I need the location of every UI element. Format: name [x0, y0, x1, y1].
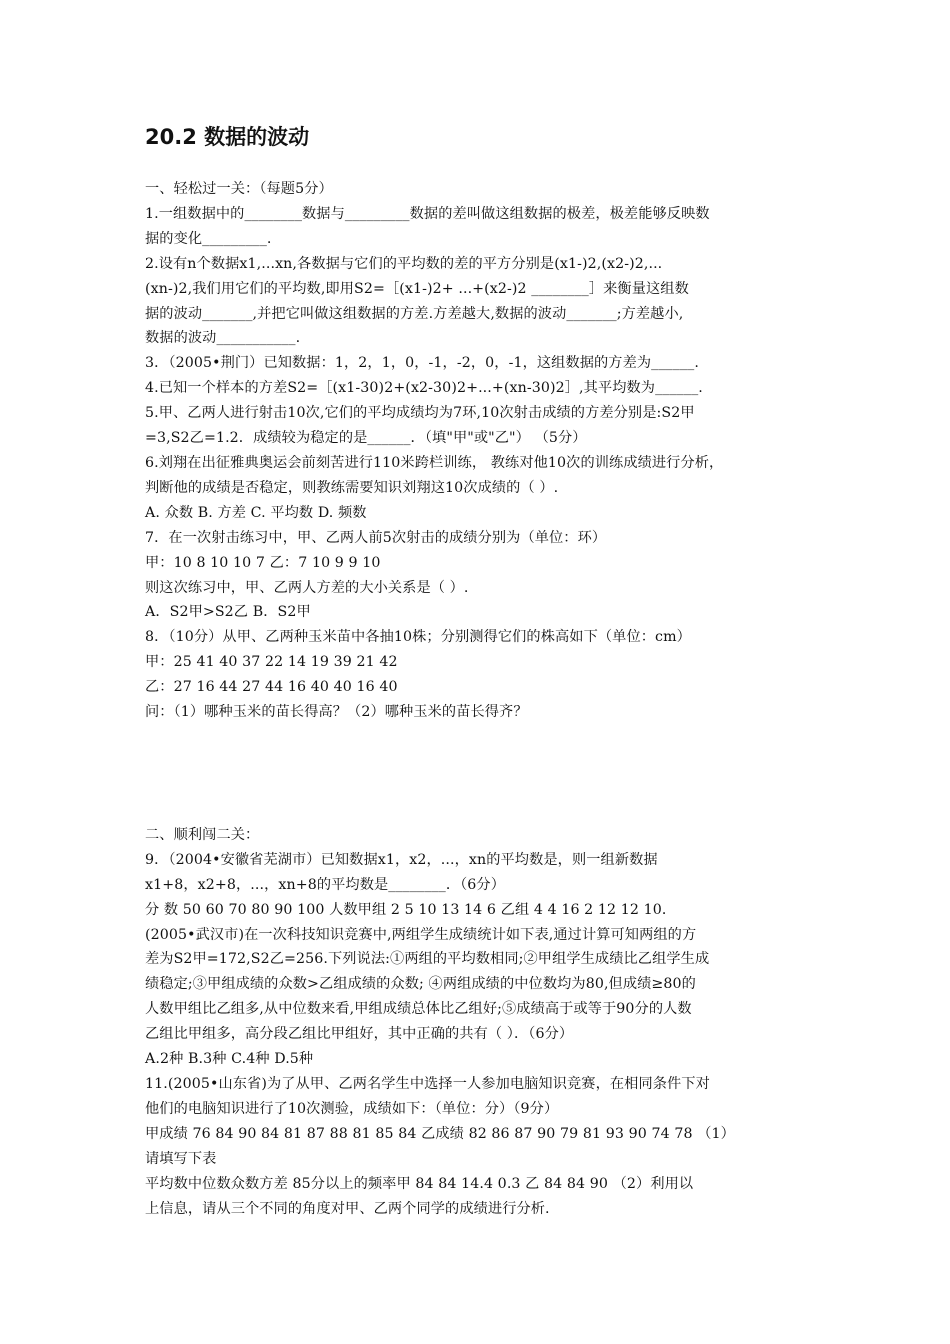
q7-options: A．S2甲>S2乙 B．S2甲	[145, 604, 311, 621]
q6-options: A. 众数 B. 方差 C. 平均数 D. 频数	[145, 504, 367, 521]
q2-line-2: (xn-)2,我们用它们的平均数,即用S2=［(x1-)2+ ...+(x2-)2 ________］来衡量这组数	[145, 280, 689, 297]
q9-line-2: x1+8，x2+8，...，xn+8的平均数是________．（6分）	[145, 876, 505, 893]
q7-line-1: 7．在一次射击练习中，甲、乙两人前5次射击的成绩分别为（单位：环）	[145, 529, 607, 546]
q5-line-2: =3,S2乙=1.2．成绩较为稳定的是______．（填"甲"或"乙"） （5分）	[145, 430, 587, 447]
q6-line-1: 6.刘翔在出征雅典奥运会前刻苦进行110米跨栏训练， 教练对他10次的训练成绩进行分析，	[145, 454, 724, 471]
q10-line-5: 人数甲组比乙组多,从中位数来看,甲组成绩总体比乙组好;⑤成绩高于或等于90分的人数	[145, 1001, 692, 1018]
section-2-heading: 二、顺利闯二关：	[145, 826, 260, 843]
q10-line-2: (2005•武汉市)在一次科技知识竞赛中,两组学生成绩统计如下表,通过计算可知两组的方	[145, 926, 697, 943]
q5-line-1: 5.甲、乙两人进行射击10次,它们的平均成绩均为7环,10次射击成绩的方差分别是:S2甲	[145, 405, 695, 422]
q2-line-3: 据的波动_______,并把它叫做这组数据的方差.方差越大,数据的波动_______;方差越小,	[145, 305, 684, 322]
q9-line-1: 9．（2004•安徽省芜湖市）已知数据x1，x2，...，xn的平均数是，则一组新数据	[145, 851, 658, 868]
q8-line-4: 问：（1）哪种玉米的苗长得高？（2）哪种玉米的苗长得齐？	[145, 704, 528, 721]
q8-line-3: 乙：27 16 44 27 44 16 40 40 16 40	[145, 679, 398, 696]
q4-line: 4.已知一个样本的方差S2=［(x1-30)2+(x2-30)2+...+(xn-30)2］,其平均数为______.	[145, 380, 703, 397]
q11-line-3: 甲成绩 76 84 90 84 81 87 88 81 85 84 乙成绩 82 86 87 90 79 81 93 90 74 78 （1）	[145, 1125, 735, 1142]
q11-line-4: 请填写下表	[145, 1150, 217, 1167]
section-1	[145, 177, 815, 725]
section-gap	[145, 725, 815, 823]
q2-line-4: 数据的波动___________.	[145, 330, 301, 347]
q6-line-2: 判断他的成绩是否稳定，则教练需要知识刘翔这10次成绩的（ ）.	[145, 479, 559, 496]
q11-line-6: 上信息，请从三个不同的角度对甲、乙两个同学的成绩进行分析.	[145, 1200, 550, 1217]
document-page	[145, 122, 815, 1221]
q8-line-2: 甲：25 41 40 37 22 14 19 39 21 42	[145, 654, 398, 671]
q3-line: 3．（2005•荆门）已知数据：1，2，1，0，-1，-2，0，-1，这组数据的方差为______.	[145, 355, 699, 372]
q1-line-1: 1.一组数据中的________数据与_________数据的差叫做这组数据的极差，极差能够反映数	[145, 205, 710, 222]
section-2	[145, 823, 815, 1222]
q10-line-6: 乙组比甲组多，高分段乙组比甲组好，其中正确的共有（ ）．（6分）	[145, 1026, 574, 1043]
section-1-heading: 一、轻松过一关：（每题5分）	[145, 181, 333, 197]
q11-line-5: 平均数中位数众数方差 85分以上的频率甲 84 84 14.4 0.3 乙 84 84 90 （2）利用以	[145, 1175, 694, 1192]
q7-line-3: 则这次练习中，甲、乙两人方差的大小关系是（ ）.	[145, 579, 469, 596]
q10-line-4: 绩稳定;③甲组成绩的众数>乙组成绩的众数; ④两组成绩的中位数均为80,但成绩≥80的	[145, 976, 696, 993]
q11-line-1: 11.(2005•山东省)为了从甲、乙两名学生中选择一人参加电脑知识竞赛，在相同条件下对	[145, 1076, 710, 1092]
q1-line-2: 据的变化_________.	[145, 230, 272, 247]
q10-line-1: 分 数 50 60 70 80 90 100 人数甲组 2 5 10 13 14 6 乙组 4 4 16 2 12 12 10．	[145, 901, 677, 918]
q7-line-2: 甲：10 8 10 10 7 乙：7 10 9 9 10	[145, 554, 381, 571]
q11-line-2: 他们的电脑知识进行了10次测验，成绩如下：（单位：分）（9分）	[145, 1100, 559, 1117]
page-title: 20.2 数据的波动	[145, 125, 310, 149]
q10-options: A.2种 B.3种 C.4种 D.5种	[145, 1051, 314, 1068]
q2-line-1: 2.设有n个数据x1,...xn,各数据与它们的平均数的差的平方分别是(x1-)2,(x2-)2,...	[145, 255, 663, 272]
q8-line-1: 8．（10分）从甲、乙两种玉米苗中各抽10株；分别测得它们的株高如下（单位：cm）	[145, 629, 691, 646]
q10-line-3: 差为S2甲=172,S2乙=256.下列说法:①两组的平均数相同;②甲组学生成绩比乙组学生成	[145, 951, 710, 968]
